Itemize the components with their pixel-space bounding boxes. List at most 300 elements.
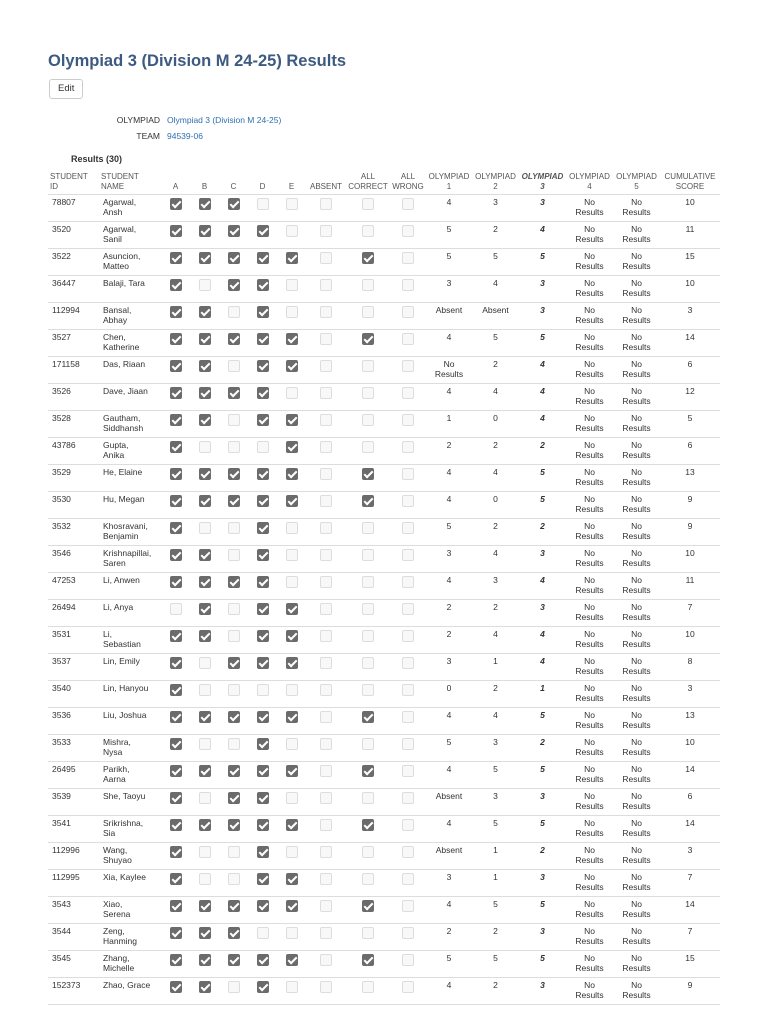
e-checkbox[interactable] <box>286 387 298 399</box>
a-checkbox[interactable] <box>170 711 182 723</box>
e-checkbox[interactable] <box>286 630 298 642</box>
absent-checkbox[interactable] <box>320 414 332 426</box>
d-checkbox[interactable] <box>257 927 269 939</box>
a-checkbox[interactable] <box>170 765 182 777</box>
c-checkbox[interactable] <box>228 198 240 210</box>
a-checkbox[interactable] <box>170 522 182 534</box>
all-wrong-checkbox[interactable] <box>402 846 414 858</box>
e-checkbox[interactable] <box>286 252 298 264</box>
c-checkbox[interactable] <box>228 630 240 642</box>
b-checkbox[interactable] <box>199 360 211 372</box>
absent-checkbox[interactable] <box>320 738 332 750</box>
all-wrong-checkbox[interactable] <box>402 954 414 966</box>
c-checkbox[interactable] <box>228 900 240 912</box>
d-checkbox[interactable] <box>257 846 269 858</box>
d-checkbox[interactable] <box>257 738 269 750</box>
a-checkbox[interactable] <box>170 873 182 885</box>
d-checkbox[interactable] <box>257 630 269 642</box>
absent-checkbox[interactable] <box>320 576 332 588</box>
e-checkbox[interactable] <box>286 441 298 453</box>
d-checkbox[interactable] <box>257 306 269 318</box>
d-checkbox[interactable] <box>257 657 269 669</box>
a-checkbox[interactable] <box>170 738 182 750</box>
e-checkbox[interactable] <box>286 765 298 777</box>
student-name: Zhao, Grace <box>99 978 161 1005</box>
b-checkbox[interactable] <box>199 198 211 210</box>
checkbox-cell-absent <box>306 789 346 816</box>
absent-checkbox[interactable] <box>320 387 332 399</box>
b-checkbox[interactable] <box>199 549 211 561</box>
c-checkbox[interactable] <box>228 441 240 453</box>
all-correct-checkbox[interactable] <box>362 441 374 453</box>
b-checkbox[interactable] <box>199 846 211 858</box>
absent-checkbox[interactable] <box>320 360 332 372</box>
c-checkbox[interactable] <box>228 225 240 237</box>
a-checkbox[interactable] <box>170 603 182 615</box>
a-checkbox[interactable] <box>170 279 182 291</box>
e-checkbox[interactable] <box>286 657 298 669</box>
b-checkbox[interactable] <box>199 495 211 507</box>
a-checkbox[interactable] <box>170 657 182 669</box>
olympiad-1-score: 4 <box>426 492 472 519</box>
d-checkbox[interactable] <box>257 441 269 453</box>
absent-checkbox[interactable] <box>320 549 332 561</box>
b-checkbox[interactable] <box>199 387 211 399</box>
table-row <box>48 600 720 627</box>
e-checkbox[interactable] <box>286 576 298 588</box>
e-checkbox[interactable] <box>286 954 298 966</box>
a-checkbox[interactable] <box>170 927 182 939</box>
checkbox-cell-absent <box>306 951 346 978</box>
b-checkbox[interactable] <box>199 954 211 966</box>
e-checkbox[interactable] <box>286 522 298 534</box>
b-checkbox[interactable] <box>199 603 211 615</box>
a-checkbox[interactable] <box>170 981 182 993</box>
a-checkbox[interactable] <box>170 900 182 912</box>
d-checkbox[interactable] <box>257 468 269 480</box>
checkbox-cell-b <box>190 195 219 222</box>
b-checkbox[interactable] <box>199 657 211 669</box>
olympiad-3-score: 5 <box>519 897 566 924</box>
absent-checkbox[interactable] <box>320 873 332 885</box>
d-checkbox[interactable] <box>257 387 269 399</box>
a-checkbox[interactable] <box>170 846 182 858</box>
d-checkbox[interactable] <box>257 684 269 696</box>
all-correct-checkbox[interactable] <box>362 630 374 642</box>
all-correct-checkbox[interactable] <box>362 225 374 237</box>
d-checkbox[interactable] <box>257 279 269 291</box>
absent-checkbox[interactable] <box>320 495 332 507</box>
all-wrong-checkbox[interactable] <box>402 387 414 399</box>
e-checkbox[interactable] <box>286 549 298 561</box>
all-wrong-checkbox[interactable] <box>402 549 414 561</box>
all-correct-checkbox[interactable] <box>362 900 374 912</box>
e-checkbox[interactable] <box>286 846 298 858</box>
olympiad-2-score: 5 <box>472 762 519 789</box>
e-checkbox[interactable] <box>286 900 298 912</box>
a-checkbox[interactable] <box>170 306 182 318</box>
b-checkbox[interactable] <box>199 414 211 426</box>
d-checkbox[interactable] <box>257 873 269 885</box>
checkbox-cell-c <box>219 681 248 708</box>
e-checkbox[interactable] <box>286 414 298 426</box>
all-wrong-checkbox[interactable] <box>402 279 414 291</box>
b-checkbox[interactable] <box>199 576 211 588</box>
c-checkbox[interactable] <box>228 576 240 588</box>
d-checkbox[interactable] <box>257 954 269 966</box>
checkbox-cell-e <box>277 573 306 600</box>
b-checkbox[interactable] <box>199 225 211 237</box>
absent-checkbox[interactable] <box>320 630 332 642</box>
c-checkbox[interactable] <box>228 306 240 318</box>
checkbox-cell-all-wrong <box>390 411 426 438</box>
c-checkbox[interactable] <box>228 333 240 345</box>
absent-checkbox[interactable] <box>320 252 332 264</box>
c-checkbox[interactable] <box>228 387 240 399</box>
a-checkbox[interactable] <box>170 792 182 804</box>
checkbox-cell-e <box>277 411 306 438</box>
all-correct-checkbox[interactable] <box>362 252 374 264</box>
all-wrong-checkbox[interactable] <box>402 360 414 372</box>
all-wrong-checkbox[interactable] <box>402 684 414 696</box>
b-checkbox[interactable] <box>199 252 211 264</box>
absent-checkbox[interactable] <box>320 657 332 669</box>
e-checkbox[interactable] <box>286 873 298 885</box>
absent-checkbox[interactable] <box>320 846 332 858</box>
d-checkbox[interactable] <box>257 981 269 993</box>
checkbox-cell-e <box>277 222 306 249</box>
all-correct-checkbox[interactable] <box>362 333 374 345</box>
b-checkbox[interactable] <box>199 522 211 534</box>
e-checkbox[interactable] <box>286 603 298 615</box>
table-row <box>48 681 720 708</box>
col-cumulative-score[interactable]: CUMULATIVE SCORE <box>664 172 716 191</box>
e-checkbox[interactable] <box>286 819 298 831</box>
olympiad-1-score: 2 <box>426 924 472 951</box>
absent-checkbox[interactable] <box>320 603 332 615</box>
e-checkbox[interactable] <box>286 198 298 210</box>
all-wrong-checkbox[interactable] <box>402 927 414 939</box>
a-checkbox[interactable] <box>170 360 182 372</box>
olympiad-3-score: 5 <box>519 249 566 276</box>
checkbox-cell-b <box>190 897 219 924</box>
b-checkbox[interactable] <box>199 441 211 453</box>
absent-checkbox[interactable] <box>320 441 332 453</box>
all-correct-checkbox[interactable] <box>362 765 374 777</box>
all-wrong-checkbox[interactable] <box>402 576 414 588</box>
a-checkbox[interactable] <box>170 468 182 480</box>
olympiad-3-score: 5 <box>519 951 566 978</box>
c-checkbox[interactable] <box>228 873 240 885</box>
all-wrong-checkbox[interactable] <box>402 468 414 480</box>
c-checkbox[interactable] <box>228 738 240 750</box>
all-correct-checkbox[interactable] <box>362 792 374 804</box>
d-checkbox[interactable] <box>257 549 269 561</box>
checkbox-cell-c <box>219 222 248 249</box>
absent-checkbox[interactable] <box>320 522 332 534</box>
d-checkbox[interactable] <box>257 792 269 804</box>
e-checkbox[interactable] <box>286 333 298 345</box>
b-checkbox[interactable] <box>199 981 211 993</box>
olympiad-2-score: 1 <box>472 843 519 870</box>
checkbox-cell-all-correct <box>346 411 390 438</box>
c-checkbox[interactable] <box>228 549 240 561</box>
c-checkbox[interactable] <box>228 603 240 615</box>
olympiad-1-score: 4 <box>426 573 472 600</box>
absent-checkbox[interactable] <box>320 468 332 480</box>
absent-checkbox[interactable] <box>320 792 332 804</box>
olympiad-4-score: No Results <box>566 492 613 519</box>
all-correct-checkbox[interactable] <box>362 603 374 615</box>
all-correct-checkbox[interactable] <box>362 711 374 723</box>
d-checkbox[interactable] <box>257 900 269 912</box>
all-correct-checkbox[interactable] <box>362 684 374 696</box>
d-checkbox[interactable] <box>257 711 269 723</box>
a-checkbox[interactable] <box>170 576 182 588</box>
e-checkbox[interactable] <box>286 927 298 939</box>
c-checkbox[interactable] <box>228 819 240 831</box>
student-name: He, Elaine <box>99 465 161 492</box>
cumulative-score: 10 <box>660 276 720 303</box>
checkbox-cell-absent <box>306 384 346 411</box>
d-checkbox[interactable] <box>257 252 269 264</box>
all-correct-checkbox[interactable] <box>362 495 374 507</box>
d-checkbox[interactable] <box>257 603 269 615</box>
all-wrong-checkbox[interactable] <box>402 441 414 453</box>
absent-checkbox[interactable] <box>320 765 332 777</box>
a-checkbox[interactable] <box>170 495 182 507</box>
c-checkbox[interactable] <box>228 954 240 966</box>
olympiad-4-score: No Results <box>566 708 613 735</box>
all-wrong-checkbox[interactable] <box>402 738 414 750</box>
all-wrong-checkbox[interactable] <box>402 657 414 669</box>
c-checkbox[interactable] <box>228 414 240 426</box>
b-checkbox[interactable] <box>199 468 211 480</box>
c-checkbox[interactable] <box>228 279 240 291</box>
col-all-wrong: ALL WRONG <box>392 172 424 191</box>
d-checkbox[interactable] <box>257 495 269 507</box>
c-checkbox[interactable] <box>228 522 240 534</box>
checkbox-cell-all-wrong <box>390 519 426 546</box>
c-checkbox[interactable] <box>228 927 240 939</box>
all-wrong-checkbox[interactable] <box>402 765 414 777</box>
b-checkbox[interactable] <box>199 927 211 939</box>
b-checkbox[interactable] <box>199 792 211 804</box>
b-checkbox[interactable] <box>199 738 211 750</box>
a-checkbox[interactable] <box>170 387 182 399</box>
a-checkbox[interactable] <box>170 819 182 831</box>
d-checkbox[interactable] <box>257 819 269 831</box>
c-checkbox[interactable] <box>228 765 240 777</box>
all-wrong-checkbox[interactable] <box>402 711 414 723</box>
absent-checkbox[interactable] <box>320 225 332 237</box>
b-checkbox[interactable] <box>199 900 211 912</box>
all-correct-checkbox[interactable] <box>362 549 374 561</box>
a-checkbox[interactable] <box>170 954 182 966</box>
d-checkbox[interactable] <box>257 198 269 210</box>
c-checkbox[interactable] <box>228 711 240 723</box>
e-checkbox[interactable] <box>286 468 298 480</box>
all-correct-checkbox[interactable] <box>362 819 374 831</box>
olympiad-3-score: 3 <box>519 978 566 1005</box>
col-student-name[interactable]: STUDENT NAME <box>101 172 139 191</box>
olympiad-4-score: No Results <box>566 627 613 654</box>
a-checkbox[interactable] <box>170 198 182 210</box>
all-wrong-checkbox[interactable] <box>402 306 414 318</box>
olympiad-3-score: 3 <box>519 600 566 627</box>
e-checkbox[interactable] <box>286 711 298 723</box>
a-checkbox[interactable] <box>170 252 182 264</box>
olympiad-2-score: 2 <box>472 357 519 384</box>
c-checkbox[interactable] <box>228 846 240 858</box>
all-wrong-checkbox[interactable] <box>402 981 414 993</box>
b-checkbox[interactable] <box>199 711 211 723</box>
absent-checkbox[interactable] <box>320 306 332 318</box>
e-checkbox[interactable] <box>286 495 298 507</box>
e-checkbox[interactable] <box>286 360 298 372</box>
olympiad-info <box>100 112 281 144</box>
c-checkbox[interactable] <box>228 495 240 507</box>
all-wrong-checkbox[interactable] <box>402 792 414 804</box>
absent-checkbox[interactable] <box>320 198 332 210</box>
table-row <box>48 303 720 330</box>
b-checkbox[interactable] <box>199 306 211 318</box>
all-correct-checkbox[interactable] <box>362 981 374 993</box>
all-correct-checkbox[interactable] <box>362 360 374 372</box>
b-checkbox[interactable] <box>199 873 211 885</box>
all-wrong-checkbox[interactable] <box>402 603 414 615</box>
d-checkbox[interactable] <box>257 576 269 588</box>
d-checkbox[interactable] <box>257 333 269 345</box>
team-link[interactable]: 94539-06 <box>167 131 203 141</box>
e-checkbox[interactable] <box>286 684 298 696</box>
all-correct-checkbox[interactable] <box>362 468 374 480</box>
absent-checkbox[interactable] <box>320 333 332 345</box>
all-wrong-checkbox[interactable] <box>402 333 414 345</box>
c-checkbox[interactable] <box>228 657 240 669</box>
all-wrong-checkbox[interactable] <box>402 414 414 426</box>
e-checkbox[interactable] <box>286 981 298 993</box>
absent-checkbox[interactable] <box>320 711 332 723</box>
all-correct-checkbox[interactable] <box>362 279 374 291</box>
absent-checkbox[interactable] <box>320 954 332 966</box>
olympiad-3-score: 5 <box>519 492 566 519</box>
e-checkbox[interactable] <box>286 306 298 318</box>
absent-checkbox[interactable] <box>320 819 332 831</box>
olympiad-4-score: No Results <box>566 303 613 330</box>
b-checkbox[interactable] <box>199 630 211 642</box>
c-checkbox[interactable] <box>228 981 240 993</box>
d-checkbox[interactable] <box>257 225 269 237</box>
absent-checkbox[interactable] <box>320 684 332 696</box>
all-wrong-checkbox[interactable] <box>402 819 414 831</box>
c-checkbox[interactable] <box>228 468 240 480</box>
a-checkbox[interactable] <box>170 630 182 642</box>
checkbox-cell-a <box>161 600 190 627</box>
b-checkbox[interactable] <box>199 333 211 345</box>
table-row <box>48 330 720 357</box>
checkbox-cell-e <box>277 870 306 897</box>
all-correct-checkbox[interactable] <box>362 576 374 588</box>
student-id: 3528 <box>48 411 99 438</box>
c-checkbox[interactable] <box>228 252 240 264</box>
d-checkbox[interactable] <box>257 414 269 426</box>
b-checkbox[interactable] <box>199 765 211 777</box>
olympiad-2-score: 4 <box>472 627 519 654</box>
col-olympiad-1[interactable]: OLYMPIAD 1 <box>428 172 470 191</box>
all-wrong-checkbox[interactable] <box>402 495 414 507</box>
a-checkbox[interactable] <box>170 549 182 561</box>
olympiad-5-score: No Results <box>613 465 660 492</box>
e-checkbox[interactable] <box>286 792 298 804</box>
all-correct-checkbox[interactable] <box>362 387 374 399</box>
olympiad-4-score: No Results <box>566 897 613 924</box>
checkbox-cell-absent <box>306 627 346 654</box>
c-checkbox[interactable] <box>228 360 240 372</box>
a-checkbox[interactable] <box>170 441 182 453</box>
col-student-id[interactable]: STUDENT ID <box>50 172 88 191</box>
b-checkbox[interactable] <box>199 819 211 831</box>
all-wrong-checkbox[interactable] <box>402 900 414 912</box>
b-checkbox[interactable] <box>199 279 211 291</box>
all-correct-checkbox[interactable] <box>362 414 374 426</box>
c-checkbox[interactable] <box>228 792 240 804</box>
olympiad-2-score: 2 <box>472 438 519 465</box>
col-olympiad-4[interactable]: OLYMPIAD 4 <box>569 172 610 191</box>
all-correct-checkbox[interactable] <box>362 873 374 885</box>
all-wrong-checkbox[interactable] <box>402 252 414 264</box>
edit-button[interactable]: Edit <box>49 79 83 99</box>
col-olympiad-2[interactable]: OLYMPIAD 2 <box>475 172 516 191</box>
d-checkbox[interactable] <box>257 522 269 534</box>
d-checkbox[interactable] <box>257 360 269 372</box>
all-wrong-checkbox[interactable] <box>402 630 414 642</box>
col-olympiad-3[interactable]: OLYMPIAD 3 <box>521 172 564 191</box>
a-checkbox[interactable] <box>170 414 182 426</box>
absent-checkbox[interactable] <box>320 927 332 939</box>
absent-checkbox[interactable] <box>320 981 332 993</box>
b-checkbox[interactable] <box>199 684 211 696</box>
d-checkbox[interactable] <box>257 765 269 777</box>
checkbox-cell-c <box>219 519 248 546</box>
table-row <box>48 249 720 276</box>
absent-checkbox[interactable] <box>320 900 332 912</box>
col-olympiad-5[interactable]: OLYMPIAD 5 <box>616 172 657 191</box>
checkbox-cell-c <box>219 249 248 276</box>
all-correct-checkbox[interactable] <box>362 522 374 534</box>
all-correct-checkbox[interactable] <box>362 306 374 318</box>
c-checkbox[interactable] <box>228 684 240 696</box>
e-checkbox[interactable] <box>286 279 298 291</box>
e-checkbox[interactable] <box>286 225 298 237</box>
e-checkbox[interactable] <box>286 738 298 750</box>
all-correct-checkbox[interactable] <box>362 954 374 966</box>
all-correct-checkbox[interactable] <box>362 738 374 750</box>
all-correct-checkbox[interactable] <box>362 657 374 669</box>
all-correct-checkbox[interactable] <box>362 846 374 858</box>
all-wrong-checkbox[interactable] <box>402 225 414 237</box>
all-wrong-checkbox[interactable] <box>402 198 414 210</box>
a-checkbox[interactable] <box>170 333 182 345</box>
a-checkbox[interactable] <box>170 225 182 237</box>
all-correct-checkbox[interactable] <box>362 927 374 939</box>
absent-checkbox[interactable] <box>320 279 332 291</box>
all-wrong-checkbox[interactable] <box>402 873 414 885</box>
all-wrong-checkbox[interactable] <box>402 522 414 534</box>
olympiad-link[interactable]: Olympiad 3 (Division M 24-25) <box>167 115 282 125</box>
a-checkbox[interactable] <box>170 684 182 696</box>
all-correct-checkbox[interactable] <box>362 198 374 210</box>
